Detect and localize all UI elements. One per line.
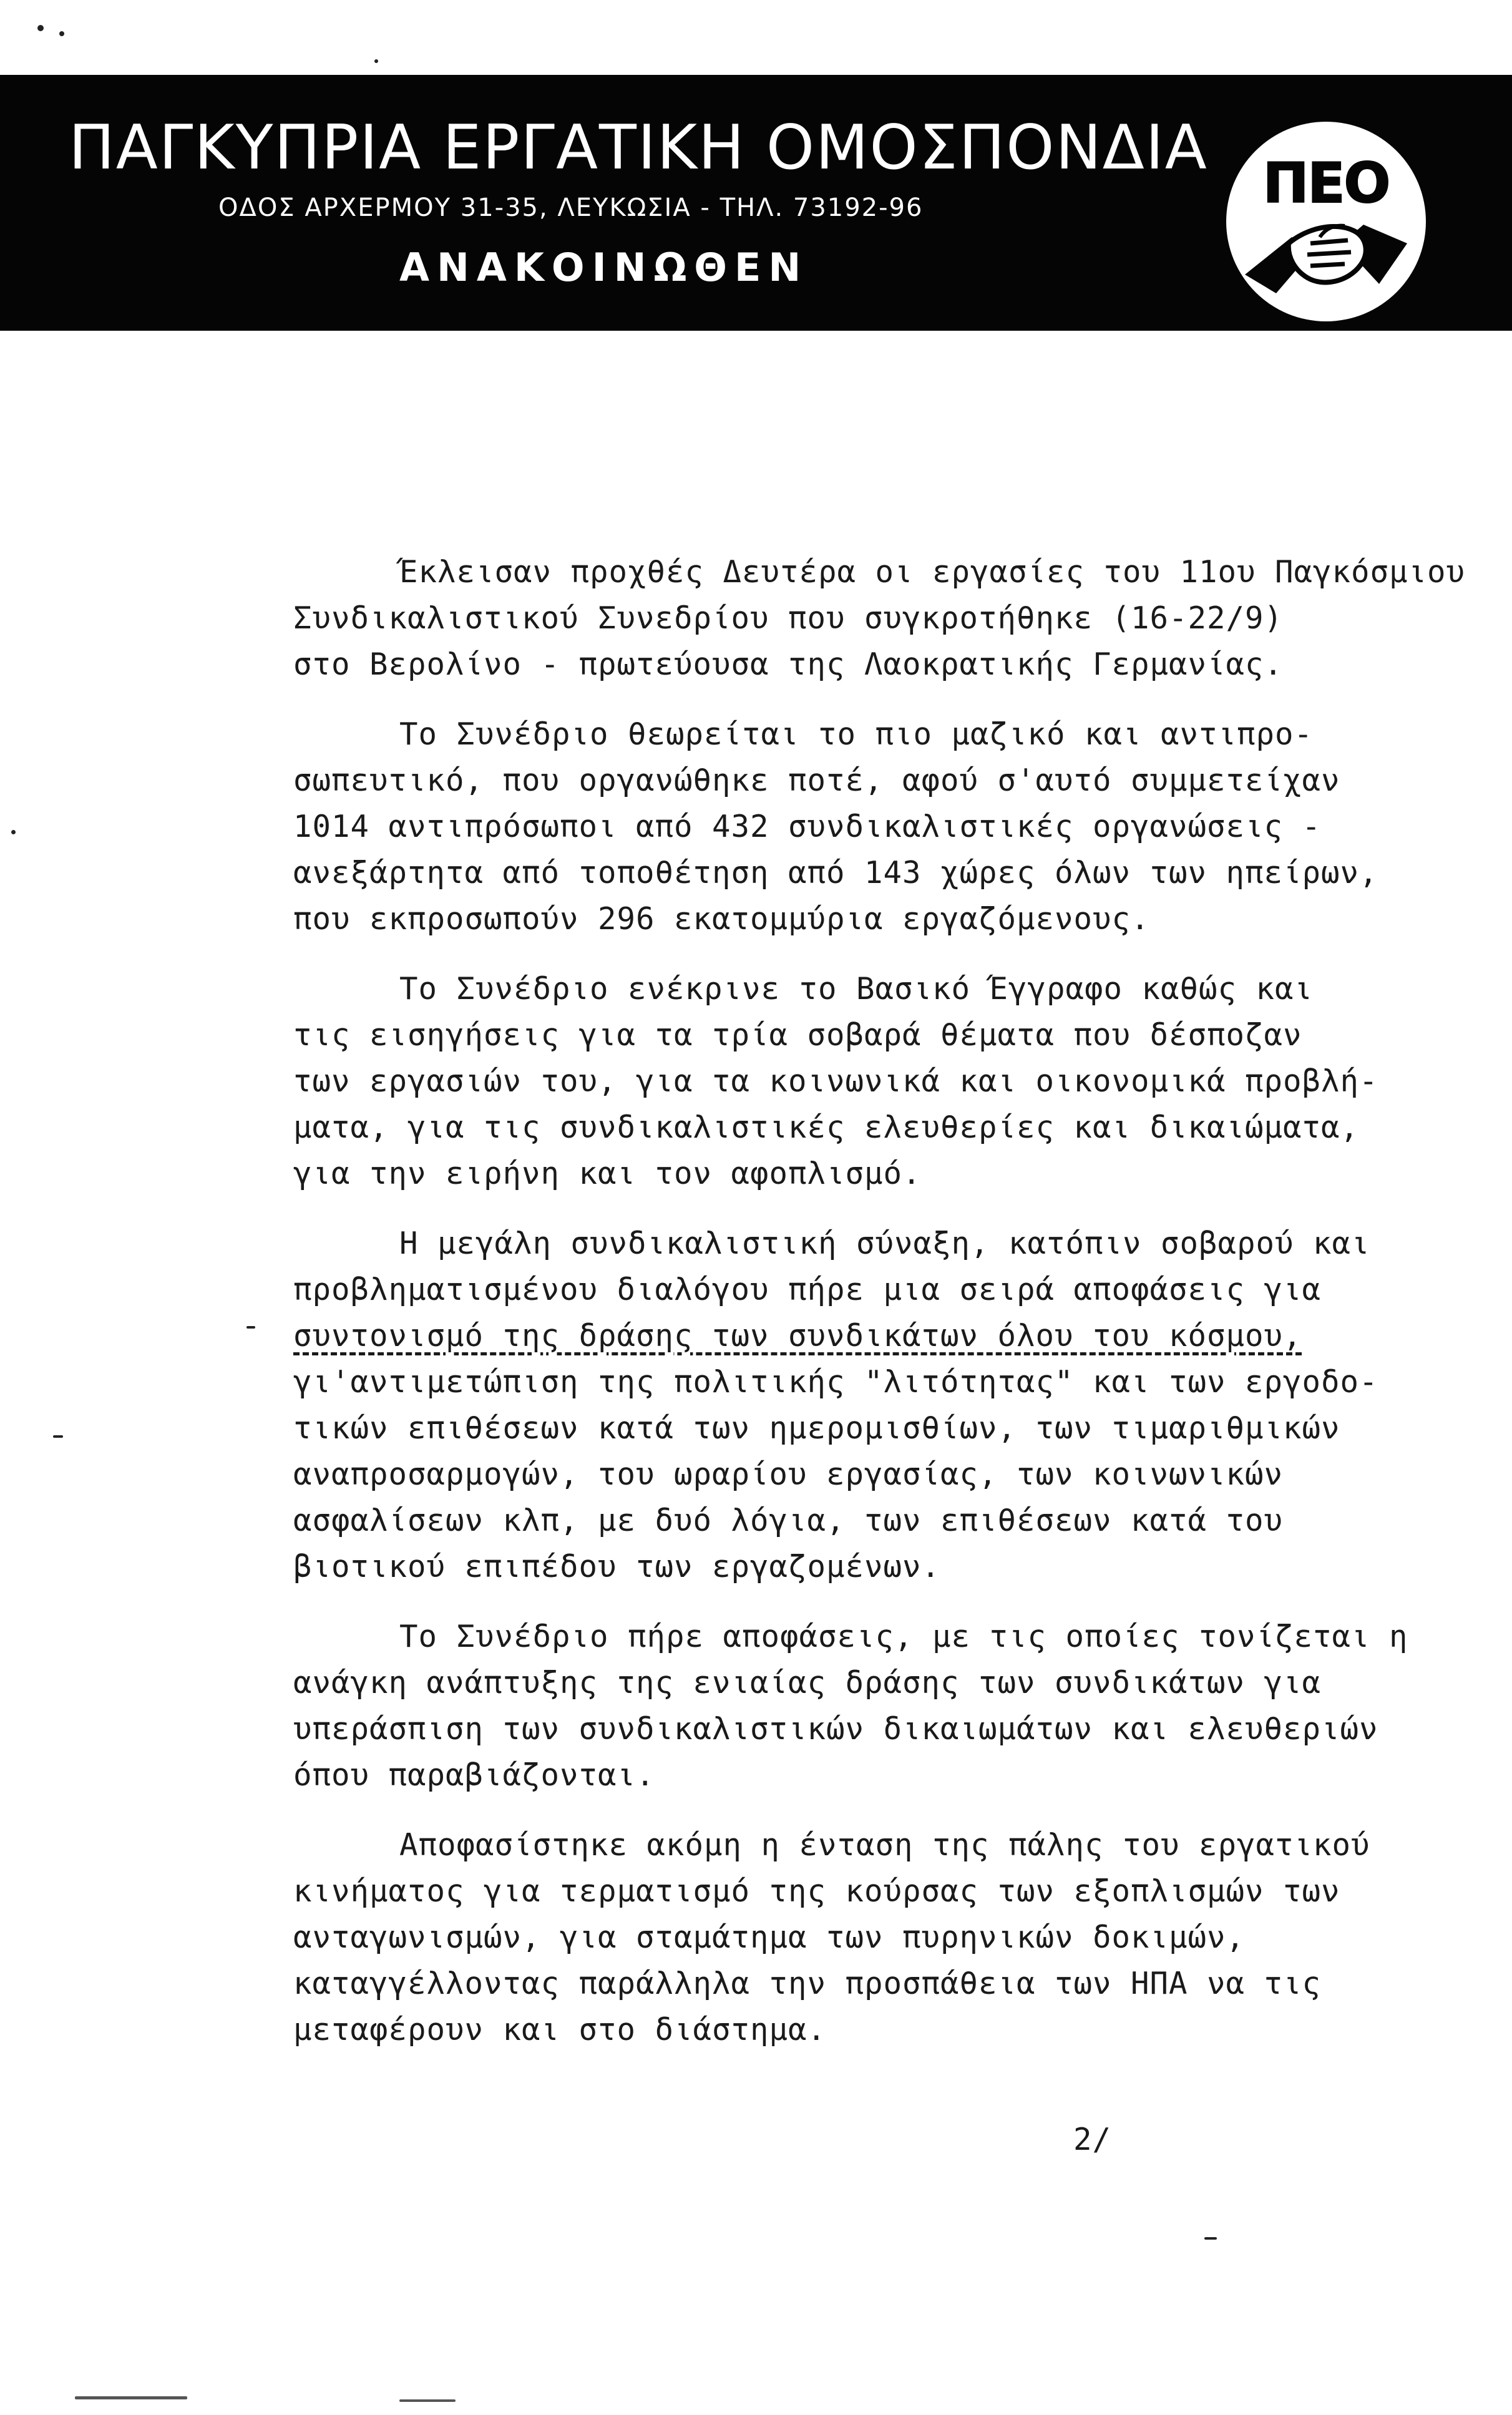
text-line: αναπροσαρμογών, του ωραρίου εργασίας, των κοινωνικών (293, 1456, 1284, 1492)
announcement-body (293, 549, 1466, 2077)
text-line: στο Βερολίνο - πρωτεύουσα της Λαοκρατικής Γερμανίας. (293, 646, 1284, 682)
text-line: μεταφέρουν και στο διάστημα. (293, 2012, 827, 2047)
paragraph-6 (293, 1822, 1392, 2053)
paragraph-3 (293, 966, 1392, 1197)
letterhead-banner (0, 75, 1512, 331)
scan-speck (75, 2396, 187, 2399)
text-line: για την ειρήνη και τον αφοπλισμό. (293, 1156, 922, 1191)
paragraph-1 (293, 549, 1466, 688)
scan-speck (374, 59, 378, 63)
text-line: 1014 αντιπρόσωποι από 432 συνδικαλιστικές οργανώσεις - (293, 809, 1322, 844)
text-line: Η μεγάλη συνδικαλιστική σύναξη, κατόπιν σοβαρού και (399, 1226, 1370, 1261)
organization-name: ΠΑΓΚΥΠΡΙΑ ΕΡΓΑΤΙΚΗ ΟΜΟΣΠΟΝΔΙΑ (69, 112, 1208, 183)
paragraph-2 (293, 711, 1392, 942)
document-type-title: ΑΝΑΚΟΙΝΩΘΕΝ (399, 245, 809, 290)
text-line: Το Συνέδριο θεωρείται το πιο μαζικό και αντιπρο- (399, 716, 1314, 752)
text-line: Συνδικαλιστικού Συνεδρίου που συγκροτήθηκε (16-22/9) (293, 600, 1284, 636)
scan-speck (37, 25, 44, 31)
text-line: των εργασιών του, για τα κοινωνικά και οικονομικά προβλή- (293, 1063, 1378, 1099)
text-line: βιοτικού επιπέδου των εργαζομένων. (293, 1549, 941, 1584)
text-line: ανταγωνισμών, για σταμάτημα των πυρηνικών δοκιμών, (293, 1920, 1246, 1955)
page-number: 2/ (1073, 2122, 1112, 2157)
underlined-text-line: συντονισμό της δράσης των συνδικάτων όλου του κόσμου, (293, 1318, 1302, 1354)
logo-text: ΠΕΟ (1262, 151, 1390, 215)
text-line: Το Συνέδριο ενέκρινε το Βασικό Έγγραφο καθώς και (399, 971, 1314, 1007)
scan-speck (53, 1435, 63, 1438)
text-line: σωπευτικό, που οργανώθηκε ποτέ, αφού σ'αυτό συμμετείχαν (293, 763, 1340, 798)
organization-address: ΟΔΟΣ ΑΡΧΕΡΜΟΥ 31-35, ΛΕΥΚΩΣΙΑ - ΤΗΛ. 73192-96 (218, 193, 924, 222)
text-line: Έκλεισαν προχθές Δευτέρα οι εργασίες του 11ου Παγκόσμιου (399, 554, 1466, 590)
text-line: κινήματος για τερματισμό της κούρσας των εξοπλισμών των (293, 1873, 1340, 1909)
text-line: Το Συνέδριο πήρε αποφάσεις, με τις οποίες τονίζεται η (399, 1619, 1408, 1654)
scan-speck (399, 2399, 456, 2402)
text-line: όπου παραβιάζονται. (293, 1757, 655, 1793)
text-line: ματα, για τις συνδικαλιστικές ελευθερίες και δικαιώματα, (293, 1110, 1360, 1145)
text-line: που εκπροσωπούν 296 εκατομμύρια εργαζόμενους. (293, 901, 1150, 937)
text-line: τις εισηγήσεις για τα τρία σοβαρά θέματα που δέσποζαν (293, 1017, 1302, 1053)
text-line: προβληματισμένου διαλόγου πήρε μια σειρά αποφάσεις για (293, 1272, 1322, 1307)
paragraph-4 (293, 1221, 1392, 1590)
text-line: ασφαλίσεων κλπ, με δυό λόγια, των επιθέσεων κατά του (293, 1503, 1284, 1538)
handshake-icon (1220, 119, 1432, 324)
text-line: ανεξάρτητα από τοποθέτηση από 143 χώρες όλων των ηπείρων, (293, 855, 1378, 890)
scan-speck (246, 1326, 255, 1329)
text-line: γι'αντιμετώπιση της πολιτικής "λιτότητας" και των εργοδο- (293, 1364, 1378, 1400)
scan-speck (11, 830, 16, 834)
text-line: υπεράσπιση των συνδικαλιστικών δικαιωμάτων και ελευθεριών (293, 1711, 1378, 1747)
paragraph-5 (293, 1614, 1408, 1798)
scan-speck (1204, 2237, 1217, 2240)
peo-logo (1220, 119, 1432, 324)
scan-speck (59, 31, 64, 36)
text-line: καταγγέλλοντας παράλληλα την προσπάθεια των ΗΠΑ να τις (293, 1966, 1322, 2001)
text-line: τικών επιθέσεων κατά των ημερομισθίων, των τιμαριθμικών (293, 1410, 1340, 1446)
text-line: ανάγκη ανάπτυξης της ενιαίας δράσης των συνδικάτων για (293, 1665, 1322, 1700)
text-line: Αποφασίστηκε ακόμη η ένταση της πάλης του εργατικού (399, 1827, 1370, 1863)
